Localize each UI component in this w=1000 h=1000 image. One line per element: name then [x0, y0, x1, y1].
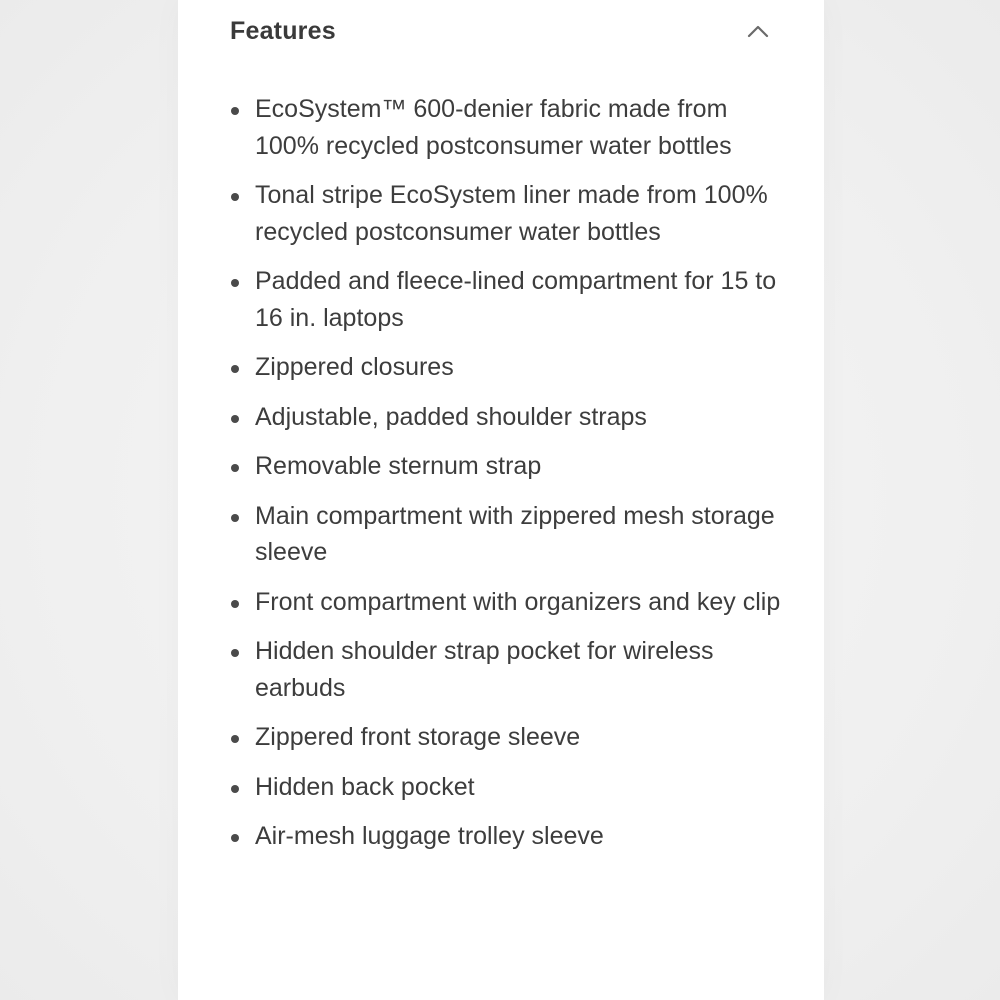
list-item	[230, 91, 790, 164]
list-item	[230, 498, 790, 571]
list-item	[230, 769, 790, 806]
list-item	[230, 584, 790, 621]
feature-text: Zippered closures	[255, 353, 454, 381]
bullet-icon	[231, 279, 239, 287]
bullet-icon	[231, 514, 239, 522]
bullet-icon	[231, 834, 239, 842]
list-item	[230, 633, 790, 706]
feature-text: Main compartment with zippered mesh storage sleeve	[255, 501, 775, 566]
chevron-up-icon-graphic	[747, 24, 769, 38]
list-item	[230, 349, 790, 386]
list-item	[230, 448, 790, 485]
feature-text: Adjustable, padded shoulder straps	[255, 402, 647, 431]
bullet-icon	[231, 600, 239, 608]
bullet-icon	[231, 365, 239, 373]
list-item	[230, 818, 790, 855]
feature-text: Air-mesh luggage trolley sleeve	[255, 822, 604, 850]
bullet-icon	[231, 649, 239, 657]
bullet-icon	[231, 735, 239, 743]
feature-text: Front compartment with organizers and key clip	[255, 587, 781, 616]
bullet-icon	[231, 464, 239, 472]
feature-text: Removable sternum strap	[255, 452, 542, 480]
features-list	[230, 91, 790, 868]
bullet-icon	[231, 415, 239, 423]
list-item	[230, 399, 790, 436]
feature-text: Hidden back pocket	[255, 772, 475, 801]
feature-text: Padded and fleece-lined compartment for 15 to 16 in. laptops	[255, 267, 777, 332]
feature-text: Tonal stripe EcoSystem liner made from 100% recycled postconsumer water bottles	[255, 181, 768, 246]
features-accordion-header[interactable]	[230, 10, 770, 52]
bullet-icon	[231, 193, 239, 201]
list-item	[230, 263, 790, 336]
list-item	[230, 719, 790, 756]
feature-text: Zippered front storage sleeve	[255, 723, 581, 751]
feature-text: Hidden shoulder strap pocket for wireless earbuds	[255, 637, 714, 702]
list-item	[230, 177, 790, 250]
features-heading: Features	[230, 16, 336, 45]
bullet-icon	[231, 785, 239, 793]
bullet-icon	[231, 107, 239, 115]
feature-text: EcoSystem™ 600-denier fabric made from 100% recycled postconsumer water bottles	[255, 95, 732, 160]
chevron-up-icon[interactable]	[746, 19, 770, 43]
